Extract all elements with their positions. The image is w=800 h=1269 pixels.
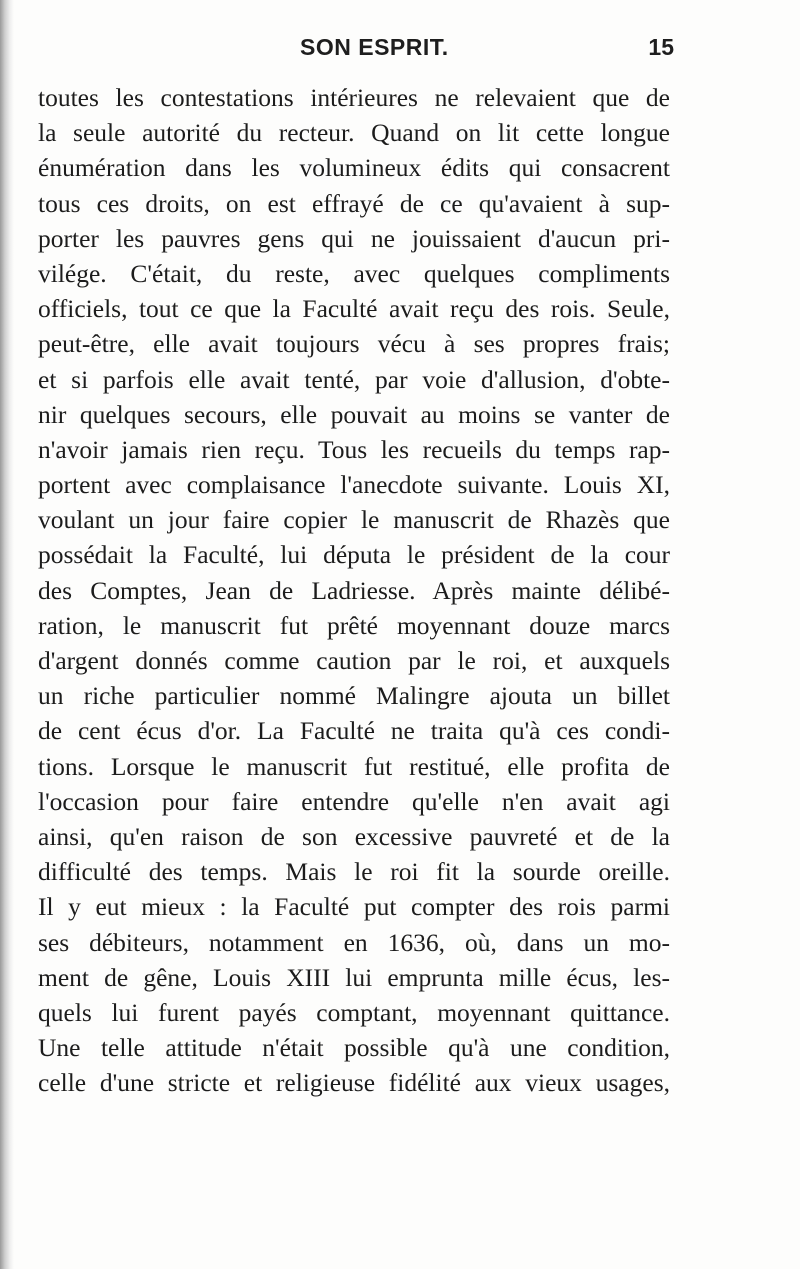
text-line: ainsi, qu'en raison de son excessive pauvreté et de la (38, 821, 670, 851)
text-line: et si parfois elle avait tenté, par voie d'allusion, d'obte- (38, 364, 670, 394)
text-line: Une telle attitude n'était possible qu'à une condition, (38, 1033, 670, 1063)
text-line: ment de gêne, Louis XIII lui emprunta mille écus, les- (38, 962, 670, 992)
body-text (38, 80, 670, 1100)
text-line: nir quelques secours, elle pouvait au moins se vanter de (38, 399, 670, 429)
text-line: de cent écus d'or. La Faculté ne traita qu'à ces condi- (38, 716, 670, 746)
text-line: celle d'une stricte et religieuse fidélité aux vieux usages, (38, 1068, 670, 1098)
text-line: n'avoir jamais rien reçu. Tous les recueils du temps rap- (38, 434, 670, 464)
text-line: tions. Lorsque le manuscrit fut restitué, elle profita de (38, 751, 670, 781)
text-line: énumération dans les volumineux édits qui consacrent (38, 153, 670, 183)
text-line: portent avec complaisance l'anecdote suivante. Louis XI, (38, 470, 670, 500)
text-line: voulant un jour faire copier le manuscrit de Rhazès que (38, 505, 670, 535)
text-line: quels lui furent payés comptant, moyennant quittance. (38, 997, 670, 1027)
running-head (0, 34, 800, 64)
text-line: un riche particulier nommé Malingre ajouta un billet (38, 681, 670, 711)
text-line: Il y eut mieux : la Faculté put compter des rois parmi (38, 892, 670, 922)
text-line: tous ces droits, on est effrayé de ce qu'avaient à sup- (38, 188, 670, 218)
text-line: peut-être, elle avait toujours vécu à ses propres frais; (38, 329, 670, 359)
text-line: difficulté des temps. Mais le roi fit la sourde oreille. (38, 857, 670, 887)
text-line: toutes les contestations intérieures ne relevaient que de (38, 83, 670, 112)
text-line: la seule autorité du recteur. Quand on lit cette longue (38, 118, 670, 148)
text-line: d'argent donnés comme caution par le roi, et auxquels (38, 646, 670, 675)
text-line: des Comptes, Jean de Ladriesse. Après mainte délibé- (38, 575, 670, 605)
text-line: ration, le manuscrit fut prêté moyennant douze marcs (38, 610, 670, 640)
text-line: l'occasion pour faire entendre qu'elle n'en avait agi (38, 786, 670, 816)
text-line: porter les pauvres gens qui ne jouissaient d'aucun pri- (38, 223, 670, 253)
text-line: officiels, tout ce que la Faculté avait reçu des rois. Seule, (38, 294, 670, 324)
text-line: vilége. C'était, du reste, avec quelques compliments (38, 258, 670, 288)
text-line: possédait la Faculté, lui députa le président de la cour (38, 540, 670, 570)
binding-shadow (0, 0, 14, 1269)
text-line: ses débiteurs, notamment en 1636, où, dans un mo- (38, 927, 670, 957)
running-head-title: SON ESPRIT. (300, 34, 449, 60)
page-number: 15 (648, 34, 674, 60)
